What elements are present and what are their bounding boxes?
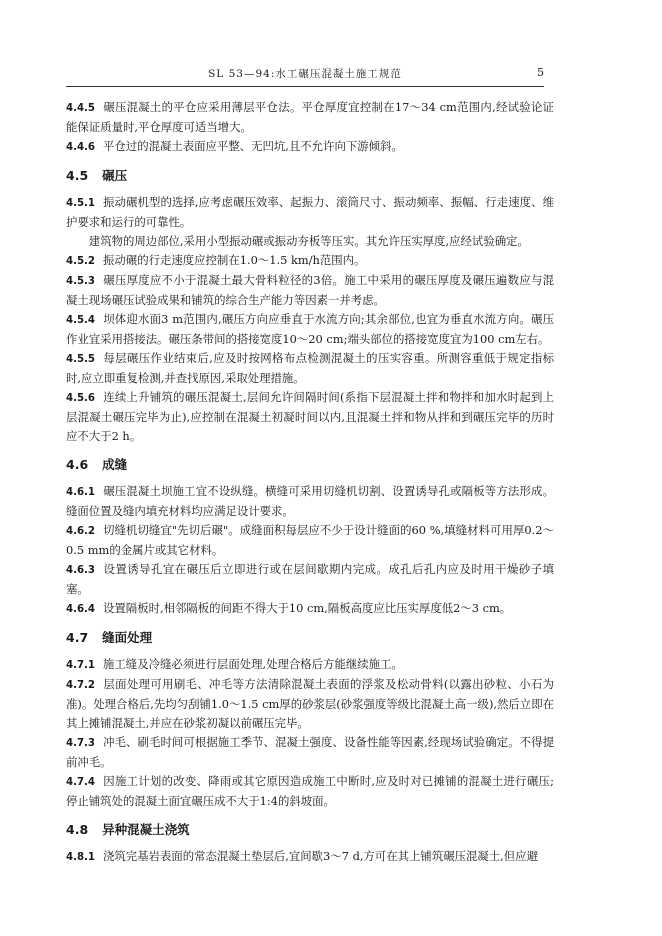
section-title: 碾压 [102,168,128,183]
clause-number: 4.6.2 [66,526,96,537]
section-4-5 [66,166,554,446]
clause-number: 4.6.4 [66,604,96,615]
section-number: 4.8 [66,822,89,837]
clause-4-7-1 [66,655,554,675]
section-number: 4.7 [66,630,89,645]
clause-4-4-6 [66,137,554,157]
clause-4-5-6 [66,388,554,446]
clause-text: 碾压混凝土坝施工宜不设纵缝。横缝可采用切缝机切割、设置诱导孔或隔板等方法形成。缝面位置及缝内填充材料均应满足设计要求。 [66,484,554,518]
clause-4-6-4 [66,599,554,619]
section-heading [66,455,554,474]
clause-4-6-2 [66,521,554,560]
running-header: SL 53—94:水工碾压混凝土施工规范 [208,68,402,80]
section-4-7 [66,628,554,811]
clause-text: 浇筑完基岩表面的常态混凝土垫层后,宜间歇3～7 d,方可在其上铺筑碾压混凝土,但应避 [103,849,538,863]
section-title: 成缝 [102,457,128,472]
clause-number: 4.4.5 [66,103,96,114]
section-number: 4.5 [66,168,89,183]
clause-4-5-1-continued [66,232,554,251]
section-4-6 [66,455,554,619]
clause-4-4-5 [66,98,554,137]
clause-4-8-1 [66,847,554,867]
clause-number: 4.6.3 [66,565,96,576]
clause-text: 振动碾的行走速度应控制在1.0～1.5 km/h范围内。 [103,253,366,267]
clause-text: 平仓过的混凝土表面应平整、无凹坑,且不允许向下游倾斜。 [103,139,403,153]
clause-number: 4.5.1 [66,198,96,209]
clause-number: 4.5.3 [66,276,96,287]
clause-4-5-3 [66,271,554,310]
clause-text: 设置隔板时,相邻隔板的间距不得大于10 cm,隔板高度应比压实厚度低2～3 cm。 [103,601,512,615]
section-title: 缝面处理 [102,630,153,645]
clause-number: 4.7.4 [66,777,96,788]
clause-4-6-1 [66,482,554,521]
section-4-8 [66,820,554,867]
clause-4-7-4 [66,772,554,811]
clause-text: 振动碾机型的选择,应考虑碾压效率、起振力、滚筒尺寸、振动频率、振幅、行走速度、维护要求和运行的可靠性。 [66,195,554,229]
clause-number: 4.5.4 [66,315,96,326]
clause-text: 层面处理可用刷毛、冲毛等方法清除混凝土表面的浮浆及松动骨料(以露出砂粒、小石为准)。处理合格后,先均匀刮铺1.0～1.5 cm厚的砂浆层(砂浆强度等级比混凝土高一级),然后立即在其上摊铺混凝土,并应在砂浆初凝以前碾压完毕。 [66,677,554,730]
clause-4-5-5 [66,349,554,388]
clause-4-6-3 [66,560,554,599]
clause-text: 坝体迎水面3 m范围内,碾压方向应垂直于水流方向;其余部位,也宜为垂直水流方向。碾压作业宜采用搭接法。碾压条带间的搭接宽度10～20 cm;端头部位的搭接宽度宜为100 cm左右。 [66,312,554,346]
header-divider [66,86,544,87]
clause-text: 切缝机切缝宜"先切后碾"。成缝面积每层应不少于设计缝面的60 %,填缝材料可用厚0.2～0.5 mm的金属片或其它材料。 [66,523,554,557]
clause-number: 4.7.1 [66,660,96,671]
clause-number: 4.6.1 [66,487,96,498]
clause-text: 设置诱导孔宜在碾压后立即进行或在层间歇期内完成。成孔后孔内应及时用干燥砂子填塞。 [66,562,554,596]
section-heading [66,628,554,647]
section-heading [66,820,554,839]
clause-text: 建筑物的周边部位,采用小型振动碾或振动夯板等压实。其允许压实厚度,应经试验确定。 [88,234,529,248]
clause-number: 4.7.3 [66,738,96,749]
clause-number: 4.8.1 [66,852,96,863]
clause-4-5-4 [66,310,554,349]
page-number: 5 [537,66,544,79]
clause-4-7-3 [66,733,554,772]
section-heading [66,166,554,185]
clause-number: 4.5.5 [66,354,96,365]
intro-paragraphs [66,98,554,157]
section-title: 异种混凝土浇筑 [102,822,190,837]
clause-text: 因施工计划的改变、降雨或其它原因造成施工中断时,应及时对已摊铺的混凝土进行碾压;停止铺筑处的混凝土面宜碾压成不大于1:4的斜坡面。 [66,774,554,808]
clause-4-5-1 [66,193,554,232]
section-number: 4.6 [66,457,89,472]
body-content [66,98,554,867]
clause-4-5-2 [66,251,554,271]
clause-number: 4.7.2 [66,680,96,691]
clause-4-7-2 [66,675,554,733]
clause-number: 4.5.2 [66,256,96,267]
clause-text: 碾压厚度应不小于混凝土最大骨料粒径的3倍。施工中采用的碾压厚度及碾压遍数应与混凝土现场碾压试验成果和铺筑的综合生产能力等因素一并考虑。 [66,273,554,307]
clause-number: 4.5.6 [66,393,96,404]
clause-text: 冲毛、刷毛时间可根据施工季节、混凝土强度、设备性能等因素,经现场试验确定。不得提前冲毛。 [66,735,554,769]
clause-text: 每层碾压作业结束后,应及时按网格布点检测混凝土的压实容重。所测容重低于规定指标时,应立即重复检测,并查找原因,采取处理措施。 [66,351,554,385]
clause-text: 连续上升铺筑的碾压混凝土,层间允许间隔时间(系指下层混凝土拌和物拌和加水时起到上层混凝土碾压完毕为止),应控制在混凝土初凝时间以内,且混凝土拌和物从拌和到碾压完毕的历时应不大于2 h。 [66,390,554,443]
clause-text: 碾压混凝土的平仓应采用薄层平仓法。平仓厚度宜控制在17～34 cm范围内,经试验论证能保证质量时,平仓厚度可适当增大。 [66,100,554,134]
clause-text: 施工缝及冷缝必须进行层面处理,处理合格后方能继续施工。 [103,657,403,671]
clause-number: 4.4.6 [66,142,96,153]
